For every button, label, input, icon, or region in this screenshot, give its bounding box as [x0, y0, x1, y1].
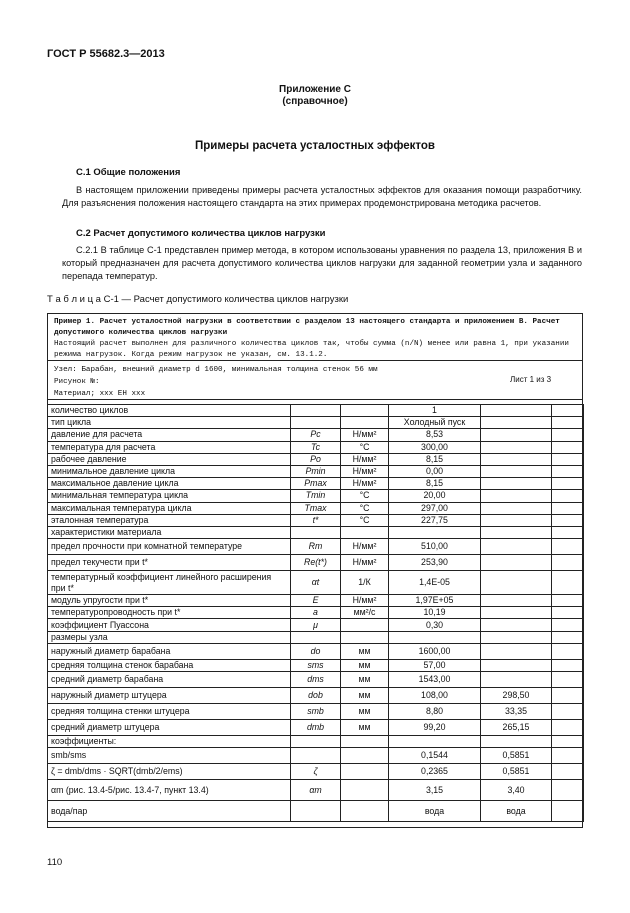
row-unit	[341, 780, 389, 801]
row-label: модуль упругости при t*	[48, 595, 291, 607]
row-unit: °С	[341, 502, 389, 514]
row-label: αm (рис. 13.4-5/рис. 13.4-7, пункт 13.4)	[48, 780, 291, 801]
row-unit: Н/мм²	[341, 465, 389, 477]
row-unit: Н/мм²	[341, 555, 389, 571]
row-symbol: smb	[291, 704, 341, 720]
row-value-1	[389, 631, 481, 643]
row-extra	[552, 502, 584, 514]
row-label: коэффициенты:	[48, 736, 291, 748]
row-value-2	[481, 417, 552, 429]
table-row	[48, 672, 584, 688]
row-value-2	[481, 526, 552, 538]
section-heading: С.1 Общие положения	[76, 167, 181, 178]
row-extra	[552, 672, 584, 688]
row-value-1: 8,80	[389, 704, 481, 720]
row-unit: Н/мм²	[341, 453, 389, 465]
row-value-1: 3,15	[389, 780, 481, 801]
row-value-2: 298,50	[481, 688, 552, 704]
row-value-2: 0,5851	[481, 748, 552, 764]
row-unit: Н/мм²	[341, 478, 389, 490]
row-symbol: ζ	[291, 764, 341, 780]
row-symbol	[291, 801, 341, 822]
row-value-2	[481, 555, 552, 571]
row-symbol: dob	[291, 688, 341, 704]
example-block	[54, 317, 578, 361]
row-symbol: t*	[291, 514, 341, 526]
row-unit: мм	[341, 643, 389, 659]
row-value-1: 10,19	[389, 607, 481, 619]
row-value-1: 1,4Е-05	[389, 571, 481, 595]
row-label: средний диаметр барабана	[48, 672, 291, 688]
row-extra	[552, 453, 584, 465]
row-value-1: 0,00	[389, 465, 481, 477]
row-extra	[552, 736, 584, 748]
row-value-2	[481, 478, 552, 490]
row-extra	[552, 643, 584, 659]
row-unit: мм	[341, 672, 389, 688]
row-label: предел текучести при t*	[48, 555, 291, 571]
calc-table-body	[48, 405, 584, 822]
example-note: Настоящий расчет выполнен для различного количества циклов так, чтобы сумма (n/N) менее или равна 1, при указании режима нагрузок. Когда режим нагрузок не указан, см. 13.1.2.	[54, 340, 569, 359]
appendix-subtitle: (справочное)	[282, 96, 348, 107]
row-unit	[341, 619, 389, 631]
row-symbol: sms	[291, 659, 341, 671]
row-label: размеры узла	[48, 631, 291, 643]
row-unit: °С	[341, 441, 389, 453]
row-value-1: 1,97Е+05	[389, 595, 481, 607]
meta-node: Узел: Барабан, внешний диаметр d 1600, минимальная толщина стенок 56 мм	[54, 366, 378, 374]
table-row	[48, 748, 584, 764]
row-value-1: 57,00	[389, 659, 481, 671]
table-row	[48, 478, 584, 490]
row-value-2	[481, 429, 552, 441]
row-value-2	[481, 441, 552, 453]
table-row	[48, 514, 584, 526]
row-extra	[552, 631, 584, 643]
row-symbol	[291, 748, 341, 764]
row-unit	[341, 736, 389, 748]
row-symbol: μ	[291, 619, 341, 631]
row-symbol: Pmax	[291, 478, 341, 490]
calc-table	[47, 404, 584, 822]
row-value-1: 0,30	[389, 619, 481, 631]
row-extra	[552, 619, 584, 631]
row-value-2: вода	[481, 801, 552, 822]
row-label: минимальное давление цикла	[48, 465, 291, 477]
row-value-2	[481, 453, 552, 465]
row-symbol: E	[291, 595, 341, 607]
table-row	[48, 801, 584, 822]
row-symbol: do	[291, 643, 341, 659]
table-row	[48, 405, 584, 417]
row-unit: Н/мм²	[341, 429, 389, 441]
row-value-2	[481, 490, 552, 502]
row-extra	[552, 465, 584, 477]
row-extra	[552, 688, 584, 704]
row-unit	[341, 748, 389, 764]
row-extra	[552, 429, 584, 441]
row-extra	[552, 405, 584, 417]
section-text-body: С.2.1 В таблице С-1 представлен пример метода, в котором использованы уравнения по раздела 13, приложения В и который предназначен для расчета допустимого количества циклов нагрузки для заданной геометрии узла и заданного перепада температур.	[62, 245, 582, 281]
row-value-1: 8,15	[389, 453, 481, 465]
row-value-2: 265,15	[481, 720, 552, 736]
row-symbol: Rm	[291, 539, 341, 555]
row-value-1: 1543,00	[389, 672, 481, 688]
row-extra	[552, 801, 584, 822]
row-extra	[552, 571, 584, 595]
row-extra	[552, 417, 584, 429]
row-label: количество циклов	[48, 405, 291, 417]
table-row	[48, 736, 584, 748]
row-value-1: 8,15	[389, 478, 481, 490]
row-value-2: 0,5851	[481, 764, 552, 780]
row-value-1: 8,53	[389, 429, 481, 441]
table-row	[48, 441, 584, 453]
row-value-2	[481, 631, 552, 643]
table-row	[48, 643, 584, 659]
row-unit	[341, 417, 389, 429]
row-value-2	[481, 514, 552, 526]
row-value-2	[481, 502, 552, 514]
row-symbol: Tc	[291, 441, 341, 453]
table-row	[48, 607, 584, 619]
table-row	[48, 429, 584, 441]
row-value-1: 300,00	[389, 441, 481, 453]
row-value-1: 297,00	[389, 502, 481, 514]
row-unit	[341, 405, 389, 417]
row-extra	[552, 780, 584, 801]
row-extra	[552, 607, 584, 619]
row-label: эталонная температура	[48, 514, 291, 526]
row-value-2: 3,40	[481, 780, 552, 801]
row-label: минимальная температура цикла	[48, 490, 291, 502]
row-label: предел прочности при комнатной температуре	[48, 539, 291, 555]
row-symbol: Re(t*)	[291, 555, 341, 571]
table-row	[48, 490, 584, 502]
row-symbol: Po	[291, 453, 341, 465]
row-symbol: a	[291, 607, 341, 619]
row-unit: мм	[341, 659, 389, 671]
row-symbol: dms	[291, 672, 341, 688]
row-symbol: Tmin	[291, 490, 341, 502]
row-unit: Н/мм²	[341, 595, 389, 607]
row-value-1: 108,00	[389, 688, 481, 704]
row-label: температурный коэффициент линейного расширения при t*	[48, 571, 291, 595]
row-value-1: 227,75	[389, 514, 481, 526]
row-value-1: 510,00	[389, 539, 481, 555]
row-value-1: 253,90	[389, 555, 481, 571]
meta-material: Материал; ххх ЕН ххх	[54, 390, 146, 398]
row-label: максимальная температура цикла	[48, 502, 291, 514]
row-symbol	[291, 736, 341, 748]
row-value-1	[389, 526, 481, 538]
table-row	[48, 704, 584, 720]
row-value-1: вода	[389, 801, 481, 822]
row-unit: °С	[341, 514, 389, 526]
row-symbol	[291, 417, 341, 429]
row-value-2	[481, 659, 552, 671]
table-row	[48, 526, 584, 538]
row-symbol	[291, 405, 341, 417]
row-extra	[552, 478, 584, 490]
page-number: 110	[47, 857, 63, 868]
row-symbol: αm	[291, 780, 341, 801]
meta-figure: Рисунок №:	[54, 378, 100, 386]
table-row	[48, 417, 584, 429]
row-value-2	[481, 571, 552, 595]
table-row	[48, 502, 584, 514]
row-value-2	[481, 607, 552, 619]
row-symbol	[291, 526, 341, 538]
row-value-1: 20,00	[389, 490, 481, 502]
table-row	[48, 659, 584, 671]
row-unit	[341, 526, 389, 538]
row-symbol: Pmin	[291, 465, 341, 477]
row-symbol: αt	[291, 571, 341, 595]
meta-sheet: Лист 1 из 3	[510, 375, 552, 384]
table-row	[48, 539, 584, 555]
table-row	[48, 555, 584, 571]
row-value-2	[481, 619, 552, 631]
row-extra	[552, 659, 584, 671]
row-value-1: 1600,00	[389, 643, 481, 659]
row-unit	[341, 801, 389, 822]
row-label: рабочее давление	[48, 453, 291, 465]
row-extra	[552, 748, 584, 764]
row-value-2: 33,35	[481, 704, 552, 720]
row-label: температуропроводность при t*	[48, 607, 291, 619]
row-extra	[552, 764, 584, 780]
row-symbol: dmb	[291, 720, 341, 736]
row-symbol: Pc	[291, 429, 341, 441]
row-value-2	[481, 736, 552, 748]
table-caption: Т а б л и ц а С-1 — Расчет допустимого количества циклов нагрузки	[47, 294, 349, 305]
section-heading: С.2 Расчет допустимого количества циклов нагрузки	[76, 228, 326, 239]
row-extra	[552, 490, 584, 502]
row-unit: мм	[341, 720, 389, 736]
row-value-1: 99,20	[389, 720, 481, 736]
row-value-2	[481, 672, 552, 688]
table-row	[48, 465, 584, 477]
row-label: наружный диаметр барабана	[48, 643, 291, 659]
row-value-2	[481, 539, 552, 555]
row-value-1	[389, 736, 481, 748]
row-unit	[341, 631, 389, 643]
table-row	[48, 720, 584, 736]
example-title: Пример 1. Расчет усталостной нагрузки в соответствии с разделом 13 настоящего стандарта и приложением В. Расчет допустимого количества циклов нагрузки	[54, 318, 560, 337]
row-value-1: 0,1544	[389, 748, 481, 764]
row-value-2	[481, 405, 552, 417]
table-row	[48, 571, 584, 595]
row-label: средний диаметр штуцера	[48, 720, 291, 736]
table-row	[48, 631, 584, 643]
section-text-body: В настоящем приложении приведены примеры расчета усталостных эффектов для оказания помощи разработчику. Для разъяснения положения настоящего стандарта на этих примерах продемонстрирована методика расчетов.	[62, 185, 582, 208]
table-row	[48, 688, 584, 704]
row-unit: мм	[341, 688, 389, 704]
row-symbol: Tmax	[291, 502, 341, 514]
row-value-2	[481, 465, 552, 477]
row-unit: мм	[341, 704, 389, 720]
page-title: Примеры расчета усталостных эффектов	[195, 140, 435, 152]
table-row	[48, 780, 584, 801]
row-label: ζ = dmb/dms · SQRT(dmb/2/ems)	[48, 764, 291, 780]
row-label: максимальное давление цикла	[48, 478, 291, 490]
row-label: тип цикла	[48, 417, 291, 429]
row-extra	[552, 704, 584, 720]
row-unit: °С	[341, 490, 389, 502]
table-row	[48, 764, 584, 780]
row-unit: мм²/с	[341, 607, 389, 619]
row-value-1: Холодный пуск	[389, 417, 481, 429]
row-unit: 1/К	[341, 571, 389, 595]
row-extra	[552, 555, 584, 571]
row-label: smb/sms	[48, 748, 291, 764]
row-symbol	[291, 631, 341, 643]
row-label: коэффициент Пуассона	[48, 619, 291, 631]
section-text	[62, 184, 582, 210]
row-extra	[552, 595, 584, 607]
row-label: наружный диаметр штуцера	[48, 688, 291, 704]
row-label: вода/пар	[48, 801, 291, 822]
row-value-1: 0,2365	[389, 764, 481, 780]
row-extra	[552, 441, 584, 453]
row-label: температура для расчета	[48, 441, 291, 453]
table-row	[48, 619, 584, 631]
table-row	[48, 595, 584, 607]
section-text	[62, 244, 582, 283]
row-extra	[552, 539, 584, 555]
row-unit	[341, 764, 389, 780]
document-header: ГОСТ Р 55682.3—2013	[47, 48, 165, 60]
row-label: давление для расчета	[48, 429, 291, 441]
row-extra	[552, 720, 584, 736]
meta-left	[54, 364, 378, 400]
row-value-2	[481, 595, 552, 607]
row-label: средняя толщина стенок барабана	[48, 659, 291, 671]
row-value-2	[481, 643, 552, 659]
row-unit: Н/мм²	[341, 539, 389, 555]
appendix-title: Приложение С	[279, 84, 351, 95]
row-value-1: 1	[389, 405, 481, 417]
row-label: средняя толщина стенки штуцера	[48, 704, 291, 720]
table-row	[48, 453, 584, 465]
row-extra	[552, 526, 584, 538]
row-label: характеристики материала	[48, 526, 291, 538]
row-extra	[552, 514, 584, 526]
